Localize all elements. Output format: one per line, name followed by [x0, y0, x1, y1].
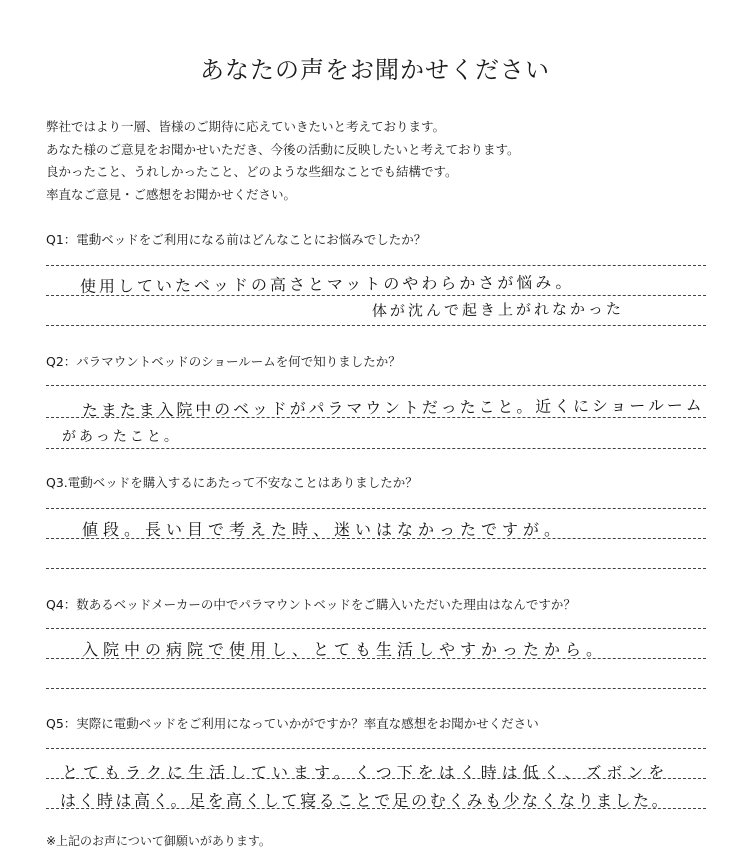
question-1-label: Q1：電動ベッドをご利用になる前はどんなことにお悩みでしたか？ — [46, 232, 427, 247]
answer-line — [46, 295, 706, 296]
question-3-answer-line-1: 値段。長い目で考えた時、迷いはなかったですが。 — [82, 520, 566, 539]
answer-line — [46, 808, 706, 809]
question-1-answer-line-2: 体が沈んで起き上がれなかった — [371, 299, 625, 320]
answer-line — [46, 325, 706, 326]
answer-line — [46, 748, 706, 749]
answer-line — [46, 568, 706, 569]
page-title: あなたの声をお聞かせください — [200, 56, 550, 84]
question-5-answer-line-2: はく時は高く。足を高くして寝ることで足のむくみも少なくなりました。 — [60, 791, 671, 810]
answer-line — [46, 265, 706, 266]
question-2-answer-line-1: たまたま入院中のベッドがパラマウントだったこと。近くにショールーム — [81, 395, 705, 420]
intro-line: 率直なご意見・ご感想をお聞かせください。 — [46, 186, 297, 202]
question-4-answer-line-1: 入院中の病院で使用し、とても生活しやすかったから。 — [82, 640, 608, 659]
answer-line — [46, 628, 706, 629]
answer-line — [46, 538, 706, 539]
intro-text — [46, 116, 520, 206]
question-3-label: Q3.電動ベッドを購入するにあたって不安なことはありましたか？ — [46, 475, 418, 490]
answer-line — [46, 508, 706, 509]
intro-line: あなた様のご意見をお聞かせいただき、今後の活動に反映したいと考えております。 — [46, 141, 520, 157]
answer-line — [46, 658, 706, 659]
intro-line: 弊社ではより一層、皆様のご期待に応えていきたいと考えております。 — [46, 119, 446, 134]
footer-note: ※上記のお声について御願いがあります。 — [46, 834, 271, 848]
question-5-answer-line-1: とてもラクに生活しています。くつ下をはく時は低く、ズボンを — [62, 763, 670, 782]
question-5-label: Q5：実際に電動ベッドをご利用になっていかがですか？率直な感想をお聞かせください — [46, 716, 539, 731]
answer-line — [46, 688, 706, 689]
question-2-label: Q2：パラマウントベッドのショールームを何で知りましたか？ — [46, 354, 401, 369]
question-4-label: Q4：数あるベッドメーカーの中でパラマウントベッドをご購入いただいた理由はなんですか？ — [46, 597, 576, 612]
answer-line — [46, 385, 706, 386]
intro-line: 良かったこと、うれしかったこと、どのような些細なことでも結構です。 — [46, 164, 458, 179]
question-1-answer-line-1: 使用していたベッドの高さとマットのやわらかさが悩み。 — [79, 272, 575, 296]
answer-line — [46, 417, 706, 418]
answer-line — [46, 778, 706, 779]
answer-line — [46, 448, 706, 449]
question-2-answer-line-2: があったこと。 — [62, 429, 181, 445]
